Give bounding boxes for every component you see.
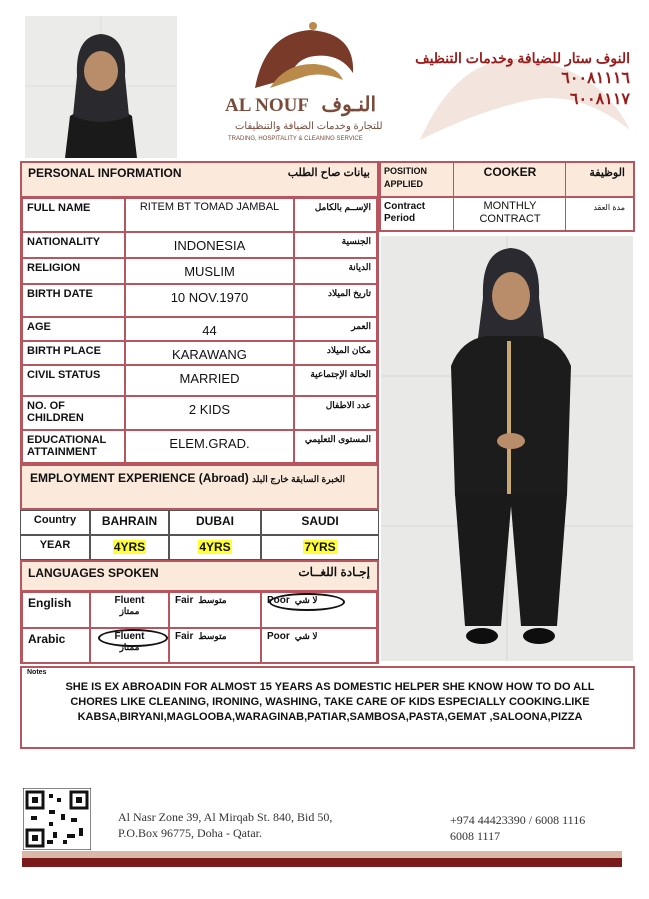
row-value: RITEM BT TOMAD JAMBAL [139, 201, 280, 213]
language-option-fair [175, 631, 255, 642]
option-label-ar: متوسط [198, 631, 227, 641]
row-arabic: الإســم بالكامل [314, 202, 371, 212]
footer-bar-light [22, 851, 622, 858]
row-arabic: الحالة الإجتماعية [310, 369, 371, 379]
logo-sub-arabic: للتجارة وخدمات الضيافة والتنظيفات [235, 121, 383, 132]
contract-ar: مدة العقد [593, 203, 625, 212]
row-value: KARAWANG [172, 347, 247, 362]
selection-circle [269, 593, 345, 611]
footer-address-1: Al Nasr Zone 39, Al Mirqab St. 840, Bid 50, [118, 810, 333, 824]
language-name: Arabic [28, 632, 66, 646]
row-label: CIVIL STATUS [27, 369, 101, 381]
row-value: INDONESIA [173, 238, 246, 253]
row-value: 44 [202, 323, 217, 338]
row-label: NATIONALITY [27, 236, 101, 248]
country-label: Country [33, 514, 77, 526]
row-value: MARRIED [179, 371, 240, 386]
company-logo [225, 18, 385, 158]
option-label-ar: ممتاز [119, 606, 140, 616]
employment-title-ar: الخبرة السابقة خارج البلد [252, 474, 346, 484]
country-2: DUBAI [196, 514, 234, 528]
option-label: Fluent [114, 595, 145, 606]
employment-title [30, 471, 345, 485]
footer-phones-2: 6008 1117 [450, 829, 501, 843]
row-arabic: الجنسية [341, 236, 371, 246]
full-body-photo [381, 236, 633, 661]
language-name: English [28, 596, 72, 610]
row-arabic: الديانة [348, 262, 371, 272]
contract-label: Contract Period [384, 201, 426, 224]
row-value: 10 NOV.1970 [170, 290, 249, 305]
row-label: BIRTH PLACE [27, 345, 101, 357]
position-value: COOKER [483, 165, 537, 179]
row-arabic: تاريخ الميلاد [328, 288, 371, 298]
language-option-fair [175, 595, 255, 606]
option-label-ar: لا شي [294, 595, 318, 605]
position-label: POSITION APPLIED [384, 166, 428, 189]
option-label: Fair [175, 595, 194, 606]
option-label: Fair [175, 631, 194, 642]
option-label-ar: ممتاز [119, 642, 140, 652]
logo-sub-latin: TRADING, HOSPITALITY & CLEANING SERVICE [228, 136, 363, 142]
row-label: AGE [27, 321, 51, 333]
option-label: Poor [267, 595, 290, 606]
company-arabic-name: النوف ستار للضيافة وخدمات التنظيف [415, 50, 630, 66]
row-label: FULL NAME [27, 202, 91, 214]
row-value: 2 KIDS [188, 402, 231, 417]
row-arabic: مكان الميلاد [326, 345, 371, 355]
position-ar: الوظيفة [589, 167, 625, 179]
header-phone-1: ٦٠٠٨١١١٦ [561, 70, 630, 87]
option-label-ar: لا شي [294, 631, 318, 641]
option-label-ar: متوسط [198, 595, 227, 605]
contract-value: MONTHLY CONTRACT [479, 200, 541, 225]
footer-phones-1: +974 44423390 / 6008 1116 [450, 813, 586, 827]
logo-latin-text: AL NOUF [225, 95, 309, 116]
languages-title-ar: إجـادة اللغــات [298, 565, 370, 579]
year-1: 4YRS [113, 540, 146, 554]
row-value: MUSLIM [184, 264, 235, 279]
row-label: EDUCATIONAL ATTAINMENT [27, 434, 107, 458]
year-label: YEAR [39, 539, 71, 551]
headshot-photo [25, 16, 177, 158]
row-arabic: عدد الاطفال [325, 400, 371, 410]
footer-bar-dark [22, 858, 622, 867]
row-arabic: العمر [351, 321, 371, 331]
language-option-fluent [96, 595, 163, 617]
option-label: Poor [267, 631, 290, 642]
qr-code [23, 788, 91, 850]
notes-text: SHE IS EX ABROADIN FOR ALMOST 15 YEARS AS DOMESTIC HELPER SHE KNOW HOW TO DO ALL CHORES LIKE CLEANING, IRONING, WASHING, TAKE CARE OF KIDS ESPECIALLY COOKING.LIKE KABSA,BIRYANI,MAGLOOBA,WARAGINAB,PATIAR,SAMBOSA,PASTA,GEMAT ,SALOONA,PIZZA [65, 681, 595, 723]
row-label: NO. OF CHILDREN [27, 400, 84, 424]
notes-label: Notes [27, 669, 47, 676]
languages-title: LANGUAGES SPOKEN [28, 566, 159, 580]
selection-circle [98, 629, 168, 647]
personal-info-title-ar: بيانات صاح الطلب [287, 167, 370, 179]
personal-info-title: PERSONAL INFORMATION [28, 166, 182, 180]
logo-arabic-text: النـوف [321, 94, 376, 116]
year-2: 4YRS [199, 540, 231, 554]
row-label: RELIGION [27, 262, 81, 274]
option-label: Fluent [114, 631, 145, 642]
footer-address-2: P.O.Box 96775, Doha - Qatar. [118, 826, 262, 840]
row-value: ELEM.GRAD. [169, 436, 250, 451]
country-3: SAUDI [301, 514, 339, 528]
row-label: BIRTH DATE [27, 288, 93, 300]
year-3: 7YRS [304, 540, 336, 554]
country-1: BAHRAIN [101, 514, 158, 528]
language-option-poor [267, 631, 371, 642]
row-arabic: المستوى التعليمي [304, 434, 371, 444]
header-phone-2: ٦٠٠٨١١٧ [569, 91, 630, 108]
employment-title-en: EMPLOYMENT EXPERIENCE (Abroad) [30, 471, 249, 485]
